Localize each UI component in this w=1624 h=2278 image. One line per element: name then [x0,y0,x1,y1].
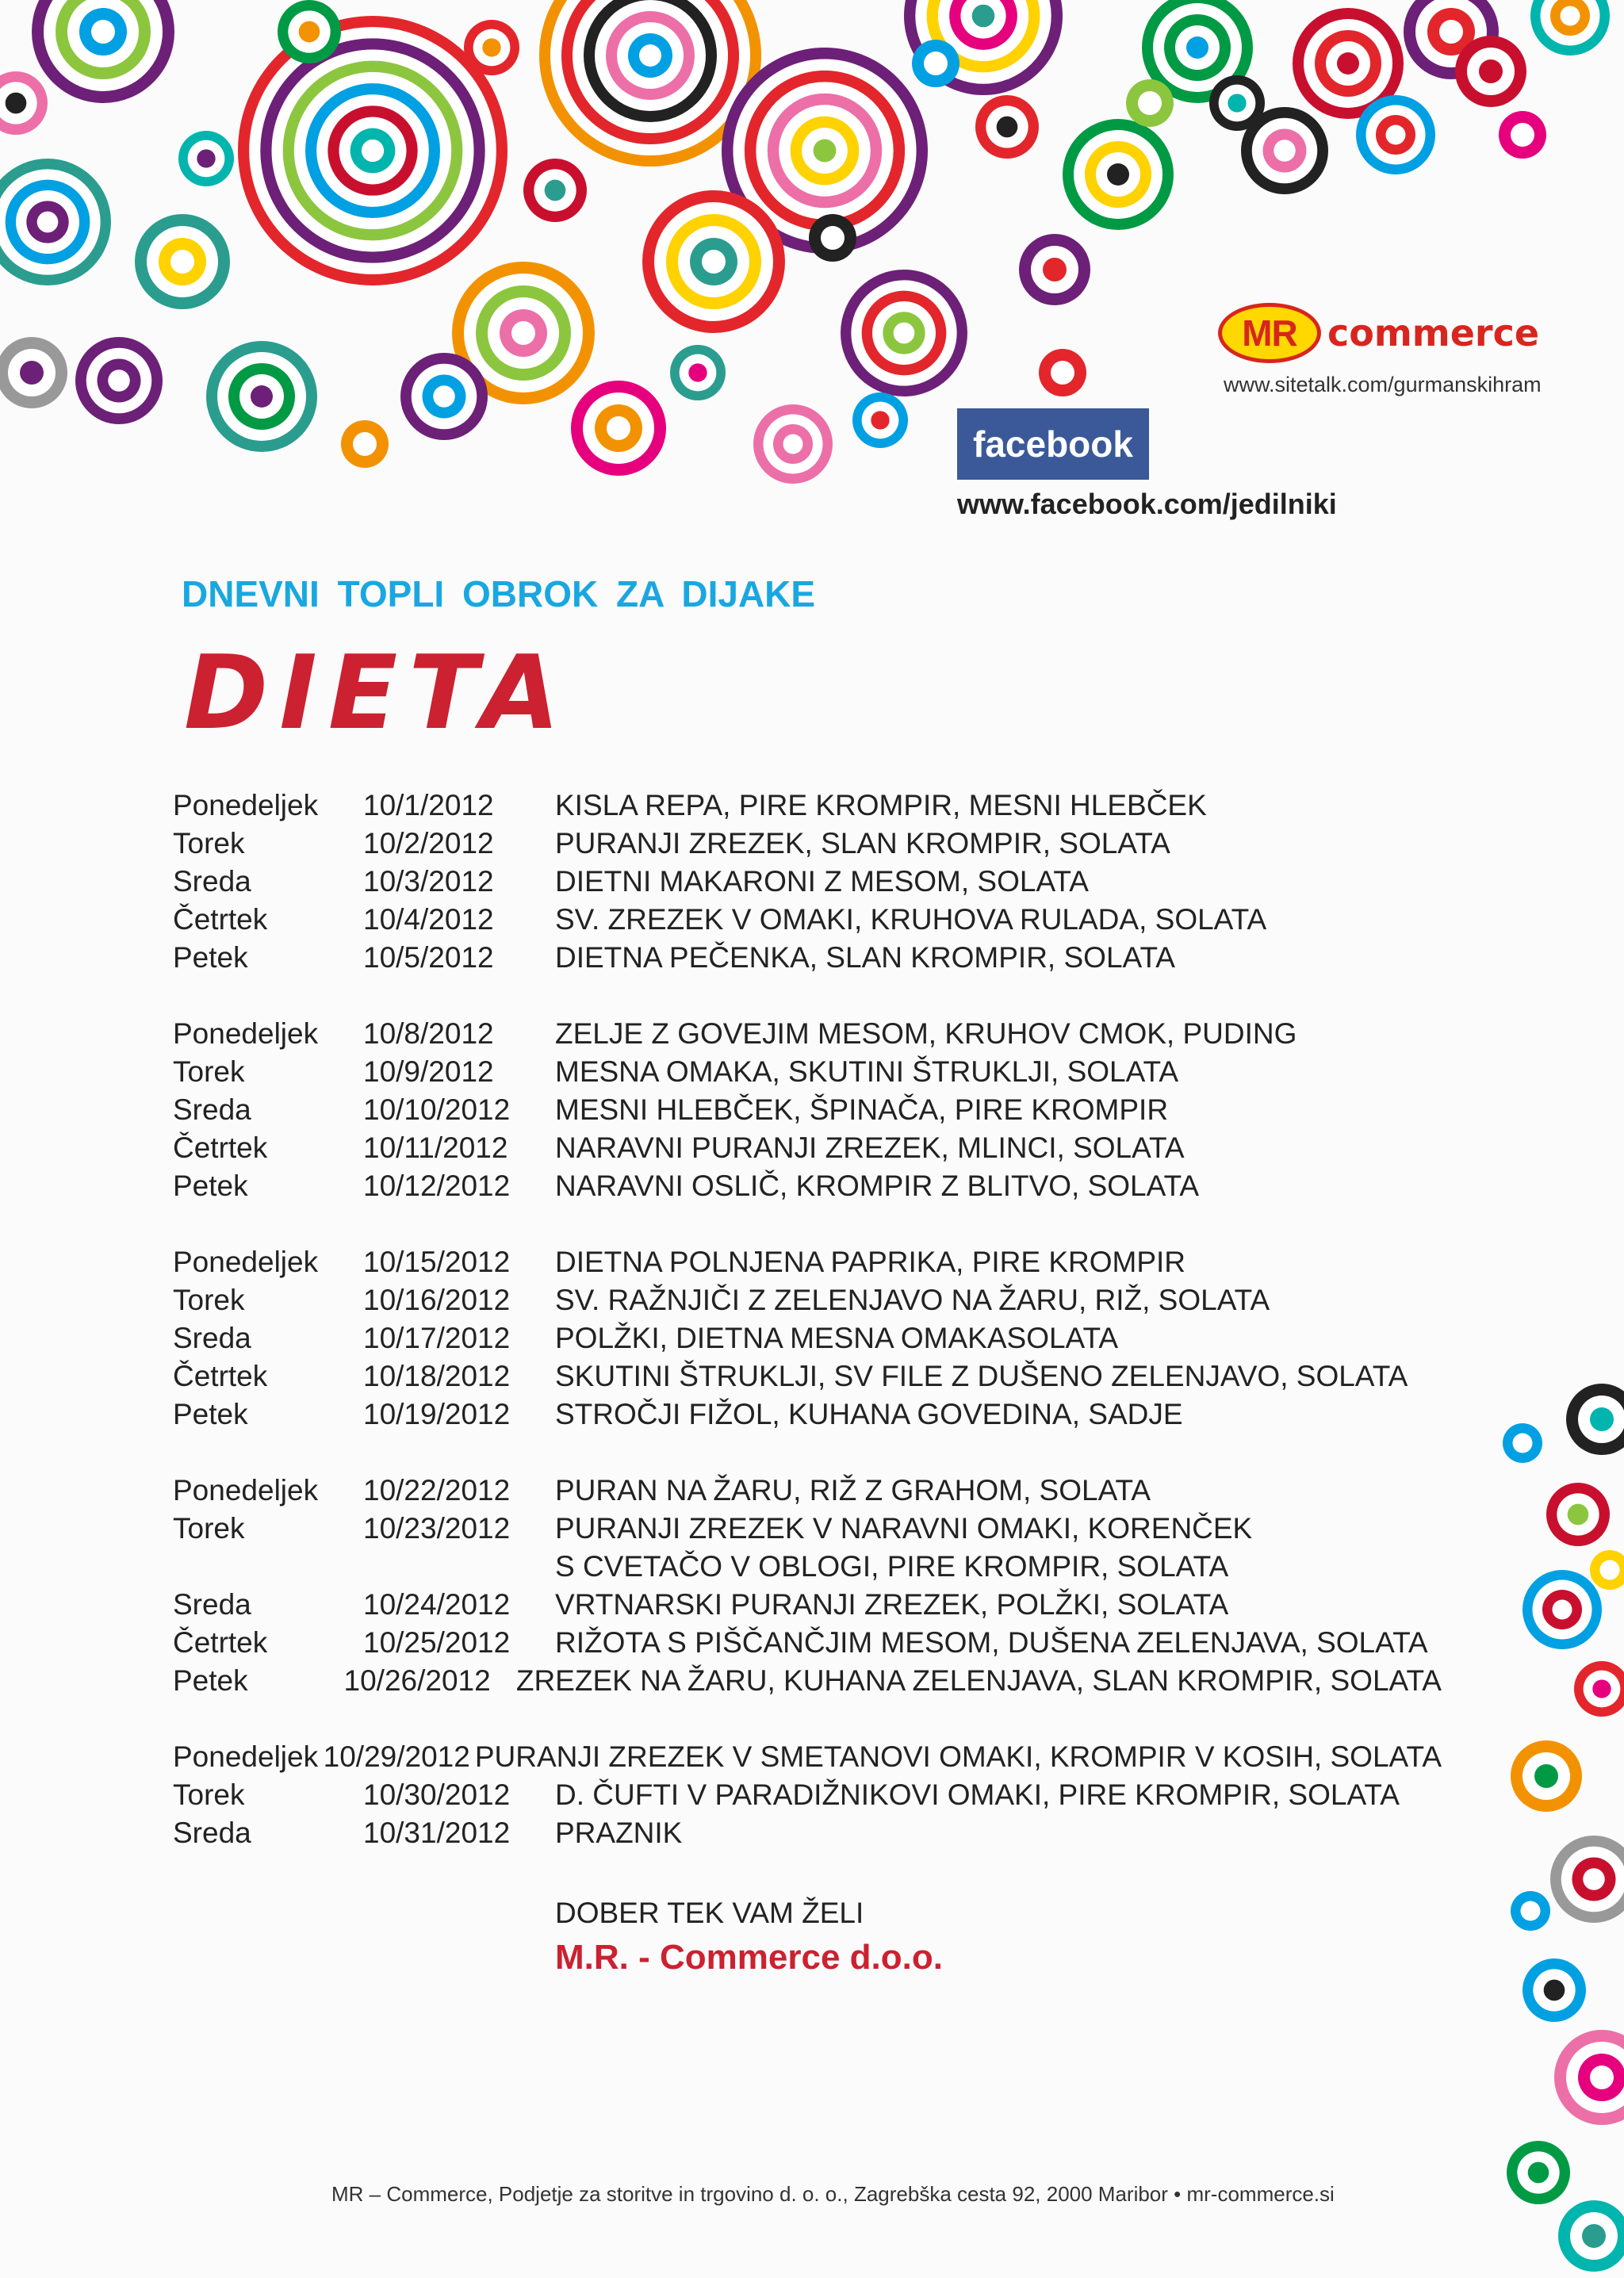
decor-ring [1107,163,1129,186]
menu-row [173,1357,1442,1396]
menu-day: Četrtek [173,1131,268,1164]
menu-day: Ponedeljek [173,1740,319,1773]
menu-row [173,1624,1442,1662]
decor-ring [362,140,384,162]
decor-ring [972,5,995,28]
menu-dish: DIETNI MAKARONI Z MESOM, SOLATA [555,865,1089,898]
decor-ring [1439,20,1463,44]
menu-row [173,1510,1442,1548]
menu-date: 10/25/2012 [363,1626,511,1659]
menu-row [173,939,1442,977]
menu-row [173,1281,1442,1319]
decorative-circles-right [1499,1364,1624,2278]
menu-date: 10/26/2012 [343,1664,491,1697]
decor-ring [894,323,915,344]
menu-day: Ponedeljek [173,1246,319,1278]
menu-dish: PURANJI ZREZEK, SLAN KROMPIR, SOLATA [555,827,1170,860]
logo-mr-oval: MR [1218,303,1321,363]
menu-date: 10/5/2012 [363,941,494,974]
menu-dish: POLŽKI, DIETNA MESNA OMAKASOLATA [555,1322,1119,1354]
decor-ring [1521,1901,1541,1921]
decor-ring [20,361,44,385]
page-subtitle: DNEVNI TOPLI OBROK ZA DIJAKE [182,573,816,614]
menu-day: Četrtek [173,1360,268,1392]
menu-dish: PURAN NA ŽARU, RIŽ Z GRAHOM, SOLATA [555,1474,1151,1507]
menu-dish: PURANJI ZREZEK V NARAVNI OMAKI, KORENČEK [555,1512,1253,1545]
decor-ring [1274,140,1296,162]
decor-ring [783,435,803,454]
menu-row [173,901,1442,939]
menu-row [173,1243,1442,1281]
decor-ring [997,117,1018,138]
decor-ring [1582,2224,1606,2248]
menu-row [173,1776,1442,1814]
menu-date: 10/12/2012 [363,1170,511,1202]
week-separator [173,1434,1442,1472]
menu-row [173,863,1442,901]
decor-ring [251,385,273,408]
menu-day: Ponedeljek [173,1474,319,1507]
decor-ring [688,363,707,381]
menu-day [173,1548,363,1586]
decor-ring [1186,36,1208,59]
menu-dish: PURANJI ZREZEK V SMETANOVI OMAKI, KROMPIR V KOSIH, SOLATA [474,1740,1442,1773]
menu-date: 10/29/2012 [323,1740,470,1773]
decor-ring [1553,1600,1572,1620]
decor-ring [1590,1407,1614,1431]
menu-dish: MESNI HLEBČEK, ŠPINAČA, PIRE KROMPIR [555,1093,1169,1126]
decor-ring [108,369,130,392]
menu-row [173,1319,1442,1357]
decor-ring [639,44,661,67]
menu-date: 10/23/2012 [363,1512,511,1545]
decor-ring [1513,1434,1533,1453]
menu-row [173,1015,1442,1053]
menu-dish: S CVETAČO V OBLOGI, PIRE KROMPIR, SOLATA [555,1550,1229,1583]
menu-dish: STROČJI FIŽOL, KUHANA GOVEDINA, SADJE [555,1398,1183,1430]
menu-date: 10/22/2012 [363,1474,511,1507]
decor-ring [702,250,726,274]
decorative-circles-top [0,0,1624,492]
menu-date: 10/19/2012 [363,1398,511,1430]
week-separator [173,1700,1442,1738]
menu-day: Torek [173,1284,245,1316]
menu-dish: SKUTINI ŠTRUKLJI, SV FILE Z DUŠENO ZELENJAVO, SOLATA [555,1360,1408,1392]
menu-dish: VRTNARSKI PURANJI ZREZEK, POLŽKI, SOLATA [555,1588,1229,1621]
menu-date: 10/16/2012 [363,1284,511,1316]
menu-day: Petek [173,1170,248,1202]
decor-ring [1051,361,1074,385]
menu-row [173,1167,1442,1205]
decor-ring [511,321,535,345]
decor-ring [1534,1764,1558,1788]
menu-date: 10/24/2012 [363,1588,511,1621]
decor-ring [1600,1560,1620,1580]
menu-day: Sreda [173,1817,251,1849]
decor-ring [1528,2162,1549,2184]
decor-ring [37,212,59,233]
facebook-link[interactable]: www.facebook.com/jedilniki [957,488,1337,520]
menu-dish: MESNA OMAKA, SKUTINI ŠTRUKLJI, SOLATA [555,1055,1179,1088]
menu-date: 10/31/2012 [363,1817,511,1849]
menu-date: 10/17/2012 [363,1322,511,1354]
decor-ring [6,93,27,114]
decor-ring [1544,1980,1565,2001]
menu-date: 10/30/2012 [363,1778,511,1811]
decor-ring [1043,258,1067,281]
menu-day: Četrtek [173,1626,268,1659]
menu-row [173,1814,1442,1852]
decor-ring [1561,6,1580,26]
menu-day: Sreda [173,1093,251,1126]
menu-day: Petek [173,1664,248,1697]
menu-date: 10/11/2012 [363,1131,508,1164]
menu-row [173,1738,1442,1776]
menu-day: Sreda [173,865,251,898]
decor-ring [1386,125,1406,145]
menu-dish: PRAZNIK [555,1817,683,1849]
menu-day: Torek [173,1512,245,1545]
menu-date: 10/15/2012 [363,1246,511,1278]
menu-date: 10/18/2012 [363,1360,511,1392]
menu-row [173,787,1442,825]
menu-dish: ZELJE Z GOVEJIM MESOM, KRUHOV CMOK, PUDING [555,1017,1297,1050]
mr-commerce-logo [1218,301,1539,365]
menu-date: 10/10/2012 [363,1093,511,1126]
menu-day: Sreda [173,1322,251,1354]
menu-dish: DIETNA PEČENKA, SLAN KROMPIR, SOLATA [555,941,1175,974]
menu-row [173,1396,1442,1434]
menu-row [173,825,1442,863]
menu-date: 10/3/2012 [363,865,494,898]
decor-ring [924,52,948,75]
menu-day: Četrtek [173,903,268,936]
menu-row [173,1053,1442,1091]
menu-row [173,1091,1442,1129]
menu-date: 10/2/2012 [363,827,494,860]
decor-ring [545,180,566,201]
decor-ring [1568,1504,1589,1526]
decor-ring [197,149,215,167]
menu-row [173,1472,1442,1510]
facebook-button[interactable]: facebook [957,408,1149,480]
menu-row [173,1129,1442,1167]
menu-row [173,1662,1442,1700]
menu-date: 10/9/2012 [363,1055,494,1088]
menu-date: 10/8/2012 [363,1017,494,1050]
decor-ring [1590,2066,1614,2089]
menu-dish: NARAVNI OSLIČ, KROMPIR Z BLITVO, SOLATA [555,1170,1200,1202]
menu-row [173,1548,1442,1586]
menu-day: Ponedeljek [173,1017,319,1050]
menu-day: Torek [173,1055,245,1088]
menu-dish: SV. ZREZEK V OMAKI, KRUHOVA RULADA, SOLATA [555,903,1267,936]
menu-day: Sreda [173,1588,251,1621]
decor-ring [353,432,377,456]
week-separator [173,1205,1442,1243]
decor-ring [1592,1679,1611,1698]
decor-ring [1479,59,1503,83]
decor-ring [482,38,500,56]
menu-day: Ponedeljek [173,789,319,821]
sitetalk-link[interactable]: www.sitetalk.com/gurmanskihram [1224,373,1542,396]
menu-dish: RIŽOTA S PIŠČANČJIM MESOM, DUŠENA ZELENJAVA, SOLATA [555,1626,1428,1659]
menu-date: 10/4/2012 [363,903,494,936]
decor-ring [1138,91,1162,115]
decor-ring [91,20,115,44]
menu-dish: ZREZEK NA ŽARU, KUHANA ZELENJAVA, SLAN KROMPIR, SOLATA [515,1664,1442,1697]
menu-dish: D. ČUFTI V PARADIŽNIKOVI OMAKI, PIRE KROMPIR, SOLATA [555,1778,1400,1811]
decor-ring [607,416,630,440]
menu-day: Petek [173,1398,248,1430]
decor-ring [1583,1868,1605,1890]
decor-ring [871,411,889,429]
menu-date [363,1548,555,1586]
menu-table [173,787,1442,1852]
menu-day: Torek [173,1778,245,1811]
logo-word: commerce [1327,312,1540,354]
week-separator [173,977,1442,1015]
decor-ring [1511,123,1534,147]
menu-dish: NARAVNI PURANJI ZREZEK, MLINCI, SOLATA [555,1131,1185,1164]
closing-wish: DOBER TEK VAM ŽELI [555,1897,864,1929]
decor-ring [814,140,837,163]
decor-ring [170,250,194,274]
decor-ring [821,226,845,250]
menu-row [173,1586,1442,1624]
menu-day: Petek [173,941,248,974]
decor-ring [433,385,455,408]
menu-day: Torek [173,827,245,860]
footer-address: MR – Commerce, Podjetje za storitve in trgovino d. o. o., Zagrebška cesta 92, 2000 Maribor • mr-commerce.si [331,2182,1335,2206]
menu-dish: KISLA REPA, PIRE KROMPIR, MESNI HLEBČEK [555,789,1207,821]
decor-ring [1228,94,1246,112]
decor-ring [1337,52,1359,75]
page-title: DIETA [184,634,571,752]
decor-ring [299,21,320,43]
menu-dish: DIETNA POLNJENA PAPRIKA, PIRE KROMPIR [555,1246,1186,1278]
company-name: M.R. - Commerce d.o.o. [555,1938,943,1977]
menu-dish: SV. RAŽNJIČI Z ZELENJAVO NA ŽARU, RIŽ, SOLATA [555,1284,1270,1316]
menu-date: 10/1/2012 [363,789,494,821]
